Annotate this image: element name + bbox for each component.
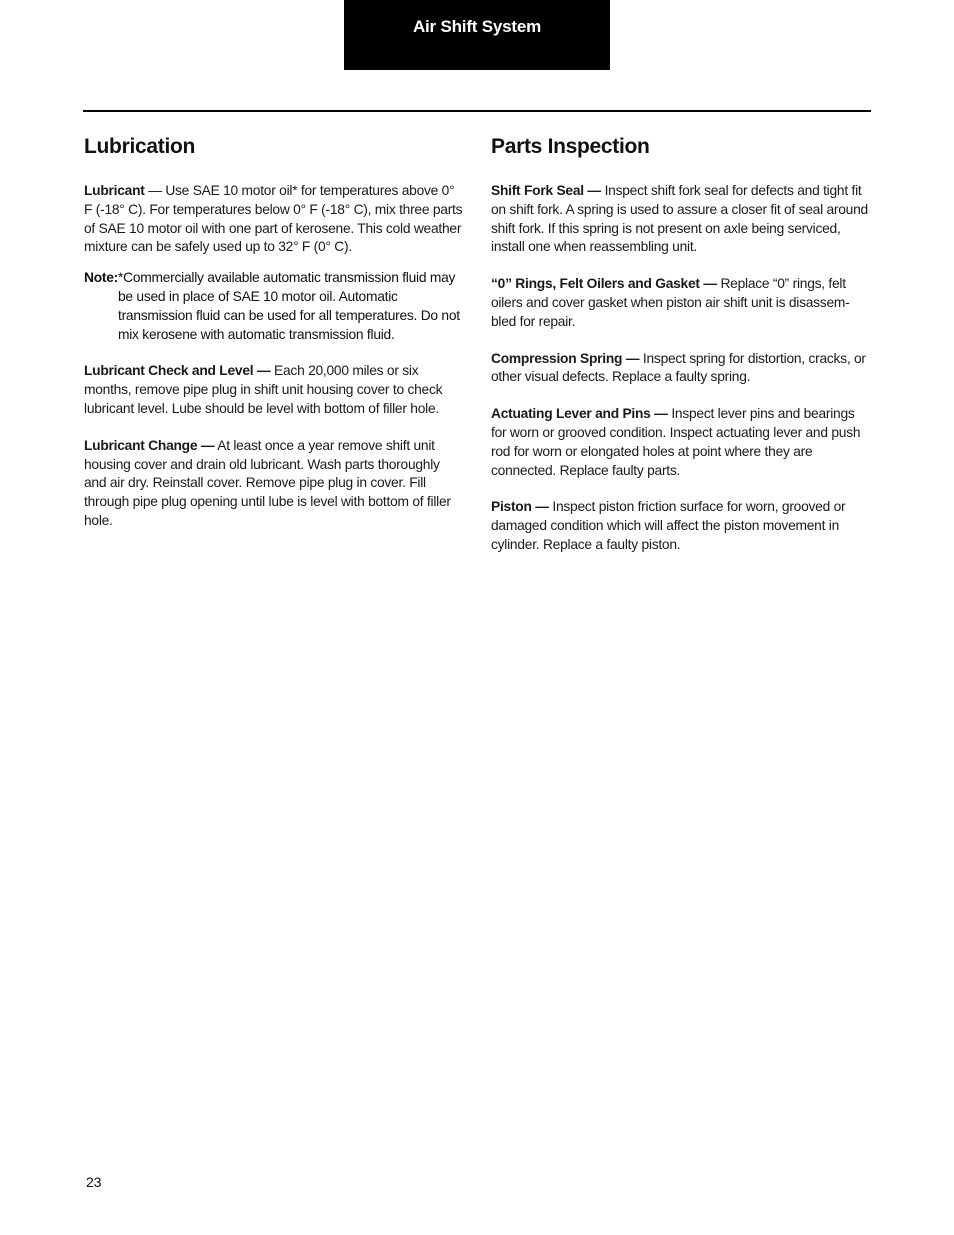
lubricant-change-text: At least once a year remove shift unit housing cover and drain old lubricant. Wash parts thoroughly and air dry. Reinstall cover. Remove pipe plug in cover. Fill through pipe plug opening until lube is level with bottom of filler hole. <box>84 437 451 528</box>
lubricant-change-lead: Lubricant Change — <box>84 437 215 453</box>
o-rings-lead: “0” Rings, Felt Oilers and Gasket — <box>491 276 717 292</box>
shift-fork-seal-text: Inspect shift fork seal for defects and tight fit on shift fork. A spring is used to assure a closer fit of seal around shift fork. If this spring is not present on axle being serviced, install one when reassembling unit. <box>491 183 868 255</box>
page-number: 23 <box>86 1174 102 1190</box>
shift-fork-seal-paragraph <box>491 182 871 257</box>
header-divider <box>83 110 871 112</box>
actuating-lever-lead: Actuating Lever and Pins — <box>491 406 668 422</box>
lubricant-check-lead: Lubricant Check and Level — <box>84 363 271 379</box>
lubricant-lead: Lubricant <box>84 183 145 198</box>
compression-spring-text: Inspect spring for distortion, cracks, or other visual defects. Replace a faulty spring. <box>491 350 866 385</box>
note-paragraph <box>84 269 464 344</box>
actuating-lever-paragraph <box>491 405 871 480</box>
shift-fork-seal-lead: Shift Fork Seal — <box>491 183 601 198</box>
note-label: Note: <box>84 270 119 286</box>
parts-inspection-column <box>491 133 871 573</box>
o-rings-text: Replace “0” rings, felt oilers and cover gasket when piston air shift unit is disassem-bled for repair. <box>491 276 850 329</box>
piston-paragraph <box>491 498 871 554</box>
compression-spring-lead: Compression Spring — <box>491 350 640 366</box>
lubricant-text: — Use SAE 10 motor oil* for temperatures above 0° F (-18° C). For temperatures below 0° F (-18° C), mix three parts of SAE 10 motor oil with one part of kerosene. This cold weather mixture can be safely used up to 32° F (0° C). <box>84 183 463 255</box>
o-rings-paragraph <box>491 275 871 331</box>
lubricant-paragraph <box>84 182 464 257</box>
lubrication-heading: Lubrication <box>84 135 196 158</box>
piston-text: Inspect piston friction surface for worn, grooved or damaged condition which will affect the piston movement in cylinder. Replace a faulty piston. <box>491 499 846 552</box>
compression-spring-paragraph <box>491 350 871 388</box>
lubricant-check-paragraph <box>84 362 464 418</box>
note-text: *Commercially available automatic transmission fluid may be used in place of SAE 10 motor oil. Automatic transmission fluid can be used for all temperatures. Do not mix kerosene with automatic transmission fluid. <box>118 270 460 342</box>
lubrication-column <box>84 133 464 549</box>
piston-lead: Piston — <box>491 499 549 515</box>
lubricant-check-text: Each 20,000 miles or six months, remove pipe plug in shift unit housing cover to check lubricant level. Lube should be level with bottom of filler hole. <box>84 363 443 416</box>
section-header-tab <box>344 0 610 70</box>
actuating-lever-text: Inspect lever pins and bearings for worn or grooved condition. Inspect actuating lever and push rod for worn or elongated holes at point where they are connected. Replace faulty parts. <box>491 406 861 478</box>
section-title: Air Shift System <box>412 17 542 36</box>
lubricant-change-paragraph <box>84 437 464 531</box>
parts-inspection-heading: Parts Inspection <box>491 135 650 158</box>
